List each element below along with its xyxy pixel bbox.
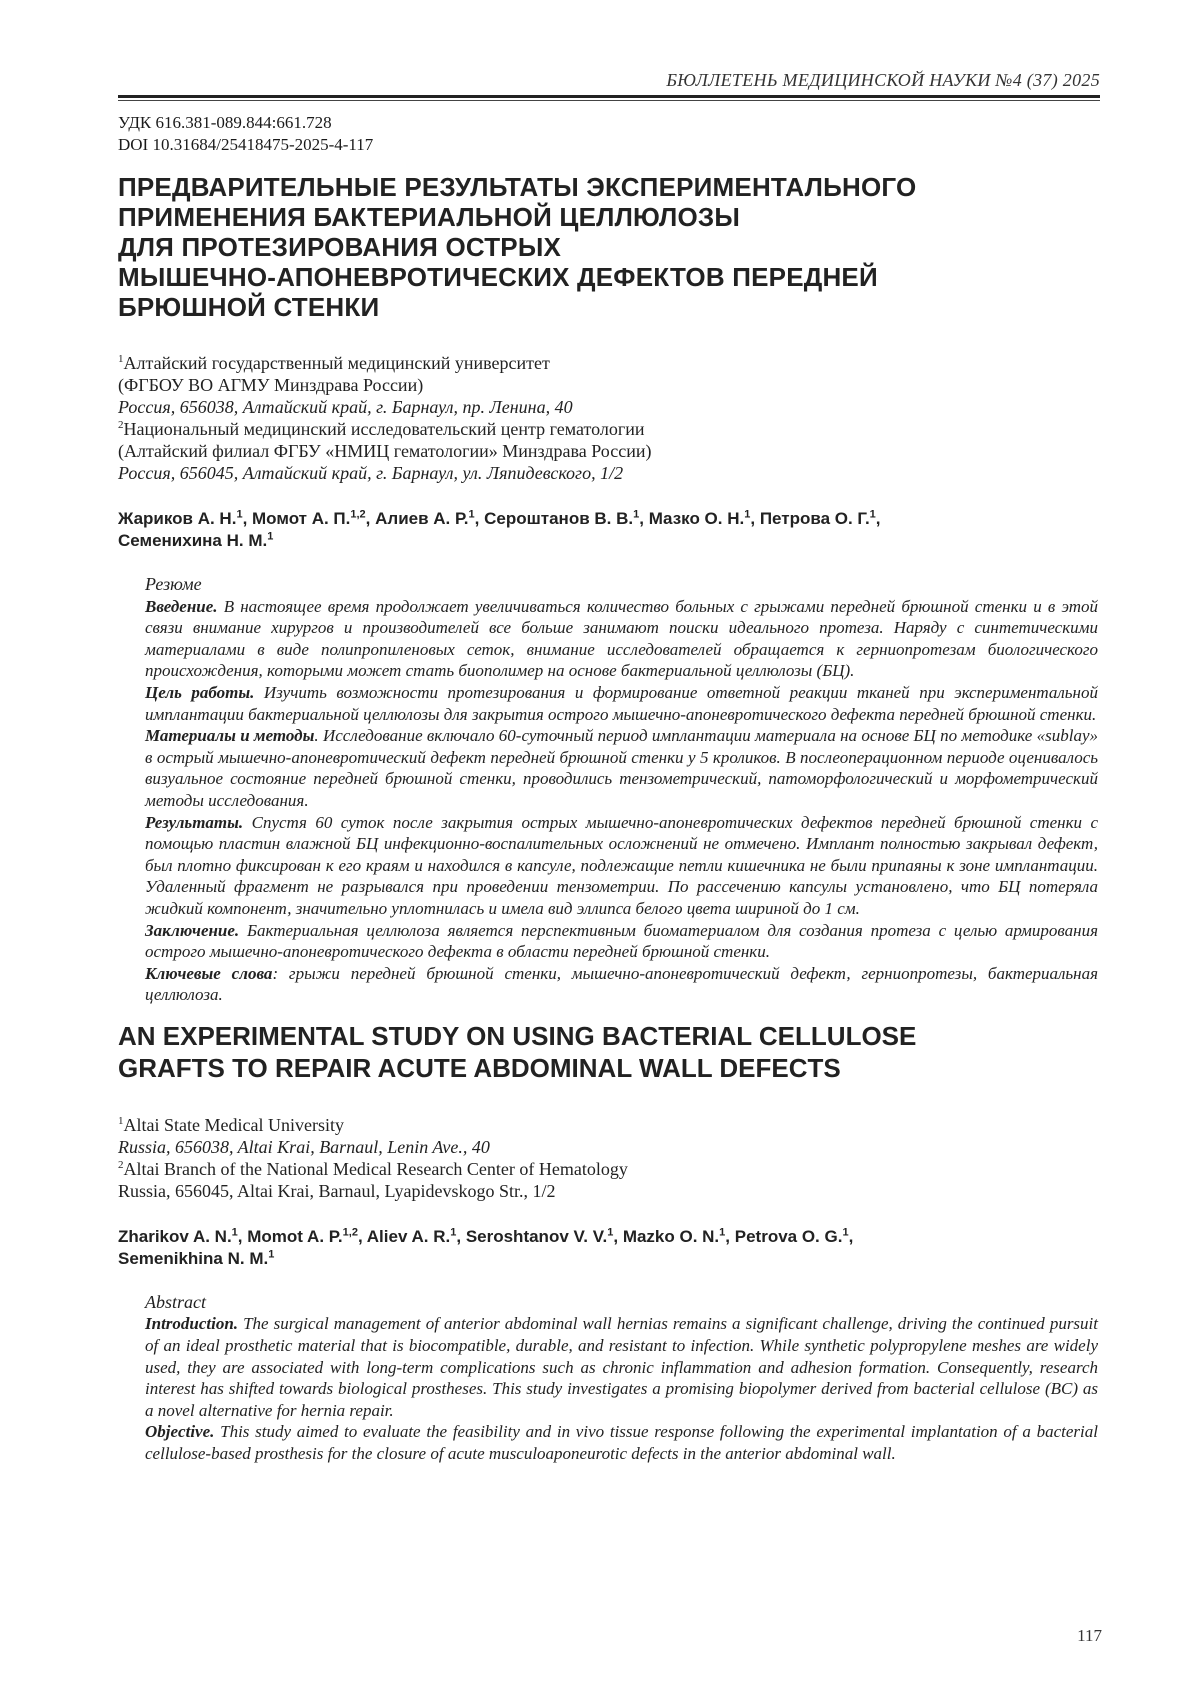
author: Алиев А. Р. (375, 509, 469, 528)
author: Momot A. P. (247, 1226, 343, 1246)
affiliation-en-2-name: $^2$Altai Branch of the National Medical Research Center of Hematology (118, 1158, 628, 1179)
abstract-ru-aim: Цель работы. Изучить возможности протезирования и формирование ответной реакции тканей при экспериментальной имплантации бактериальной целлюлозы для закрытия острого мышечно-апоневротического дефекта передней брюшной стенки. (145, 682, 1098, 724)
title-en-line: GRAFTS TO REPAIR ACUTE ABDOMINAL WALL DEFECTS (118, 1052, 841, 1083)
abstract-ru-keywords: Ключевые слова: грыжи передней брюшной стенки, мышечно-апоневротический дефект, герниопротезы, бактериальная целлюлоза. (145, 963, 1099, 1005)
abstract-ru (145, 574, 1098, 1006)
title-ru-line: ПРИМЕНЕНИЯ БАКТЕРИАЛЬНОЙ ЦЕЛЛЮЛОЗЫ (118, 202, 741, 232)
abstract-ru-results: Результаты. Спустя 60 суток после закрытия острых мышечно-апоневротических дефектов передней брюшной стенки с помощью пластин влажной БЦ инфекционно-воспалительных осложнений не отмечено. Имплант полностью закрывал дефект, был плотно фиксирован к его краям и находился в капсуле, подлежащие петли кишечника не были припаяны к зоне имплантации. Удаленный фрагмент не разрывался при проведении тензометрии. По рассечению капсулы установлено, что БЦ потеряла жидкий компонент, значительно уплотнилась и имела вид эллипса белого цвета шириной до 1 см. (145, 812, 1098, 918)
affiliation-1-address: Россия, 656038, Алтайский край, г. Барнаул, пр. Ленина, 40 (118, 397, 573, 417)
abstract-ru-introduction: Введение. В настоящее время продолжает увеличиваться количество больных с грыжами передней брюшной стенки и в этой связи внимание хирургов и производителей все больше занимают поиски идеального протеза. Наряду с синтетическими материалами в виде полипропиленовых сеток, внимание исследователей обращается к герниопротезам биологического происхождения, которыми может стать биополимер на основе бактериальной целлюлозы (БЦ). (145, 596, 1098, 681)
author: Мазко О. Н. (648, 509, 745, 528)
doi-line: DOI 10.31684/25418475-2025-4-117 (118, 135, 374, 154)
affiliation-1-abbr: (ФГБОУ ВО АГМУ Минздрава России) (118, 375, 424, 395)
header-rule (118, 95, 1100, 98)
title-ru-line: ПРЕДВАРИТЕЛЬНЫЕ РЕЗУЛЬТАТЫ ЭКСПЕРИМЕНТАЛЬНОГО (118, 172, 917, 202)
affiliation-2-abbr: (Алтайский филиал ФГБУ «НМИЦ гематологии» Минздрава России) (118, 441, 652, 461)
affiliations-en (118, 1114, 1098, 1202)
title-ru-line: МЫШЕЧНО-АПОНЕВРОТИЧЕСКИХ ДЕФЕКТОВ ПЕРЕДНЕЙ (118, 262, 878, 292)
header-rule-thin (118, 100, 1100, 101)
affiliation-en-1-address: Russia, 656038, Altai Krai, Barnaul, Lenin Ave., 40 (118, 1136, 490, 1157)
affiliations-ru (118, 352, 1098, 484)
title-ru (118, 172, 1098, 322)
affiliation-2-address: Россия, 656045, Алтайский край, г. Барнаул, ул. Ляпидевского, 1/2 (118, 463, 624, 483)
author: Петрова О. Г. (759, 509, 870, 528)
authors-en: Zharikov A. N.$^1$, Momot A. P.$^{1,2}$, Aliev A. R.$^1$, Seroshtanov V. V.$^1$, Mazko O. N.$^1$, Petrova O. G.$^1$, Semenikhina N. M.$^1$ (118, 1226, 854, 1268)
author: Aliev A. R. (366, 1226, 451, 1246)
running-head: БЮЛЛЕТЕНЬ МЕДИЦИНСКОЙ НАУКИ №4 (37) 2025 (666, 70, 1100, 90)
author: Zharikov A. N. (118, 1226, 232, 1246)
title-en (118, 1020, 1098, 1084)
udk-line: УДК 616.381-089.844:661.728 (118, 113, 332, 132)
title-en-line: AN EXPERIMENTAL STUDY ON USING BACTERIAL CELLULOSE (118, 1020, 917, 1051)
authors-ru: Жариков А. Н.$^1$, Момот А. П.$^{1,2}$, Алиев А. Р.$^1$, Серoштанов В. В.$^1$, Мазко О. Н.$^1$, Петрова О. Г.$^1$, Семенихина Н. М.$^1$ (118, 508, 881, 550)
author: Серoштанов В. В. (484, 509, 634, 528)
author: Petrova O. G. (734, 1226, 843, 1246)
author: Семенихина Н. М. (118, 531, 268, 550)
title-ru-line: ДЛЯ ПРОТЕЗИРОВАНИЯ ОСТРЫХ (118, 232, 562, 262)
abstract-en (145, 1292, 1098, 1465)
affiliation-en-1-name: $^1$Altai State Medical University (118, 1114, 344, 1135)
page-number: 117 (1077, 1626, 1102, 1645)
abstract-ru-methods: Материалы и методы. Исследование включало 60-суточный период имплантации материала на основе БЦ по методике «sublay» в острый мышечно-апоневротический дефект передней брюшной стенки у 5 кроликов. В послеоперационном периоде оценивалось визуальное состояние передней брюшной стенки, проводились тензометрический, патоморфологический и морфометрический методы исследования. (145, 726, 1099, 810)
author: Момот А. П. (252, 509, 351, 528)
abstract-en-introduction: Introduction. The surgical management of anterior abdominal wall hernias remains a significant challenge, driving the continued pursuit of an ideal prosthetic material that is biocompatible, durable, and resistant to infection. While synthetic polypropylene meshes are widely used, they are associated with long-term complications such as chronic inflammation and adhesion formation. Consequently, research interest has shifted towards biological prostheses. This study investigates a promising biopolymer derived from bacterial cellulose (BC) as a novel alternative for hernia repair. (145, 1314, 1098, 1420)
abstract-en-objective: Objective. This study aimed to evaluate the feasibility and in vivo tissue response following the experimental implantation of a bacterial cellulose-based prosthesis for the closure of acute musculoaponeurotic defects in the anterior abdominal wall. (145, 1422, 1098, 1464)
author: Seroshtanov V. V. (465, 1226, 608, 1246)
abstract-en-heading: Abstract (145, 1291, 206, 1312)
author: Mazko O. N. (622, 1226, 720, 1246)
abstract-ru-conclusion: Заключение. Бактериальная целлюлоза является перспективным биоматериалом для создания протеза с целью армирования острого мышечно-апоневротического дефекта в области передней брюшной стенки. (145, 920, 1098, 962)
article-content (118, 112, 1098, 1465)
author: Жариков А. Н. (118, 509, 237, 528)
abstract-ru-heading: Резюме (145, 574, 202, 594)
title-ru-line: БРЮШНОЙ СТЕНКИ (118, 292, 380, 322)
affiliation-2-name: $^2$Национальный медицинский исследовательский центр гематологии (118, 419, 645, 439)
author: Semenikhina N. M. (118, 1248, 269, 1268)
affiliation-1-name: $^1$Алтайский государственный медицинский университет (118, 353, 550, 373)
affiliation-en-2-address: Russia, 656045, Altai Krai, Barnaul, Lyapidevskogo Str., 1/2 (118, 1180, 556, 1201)
